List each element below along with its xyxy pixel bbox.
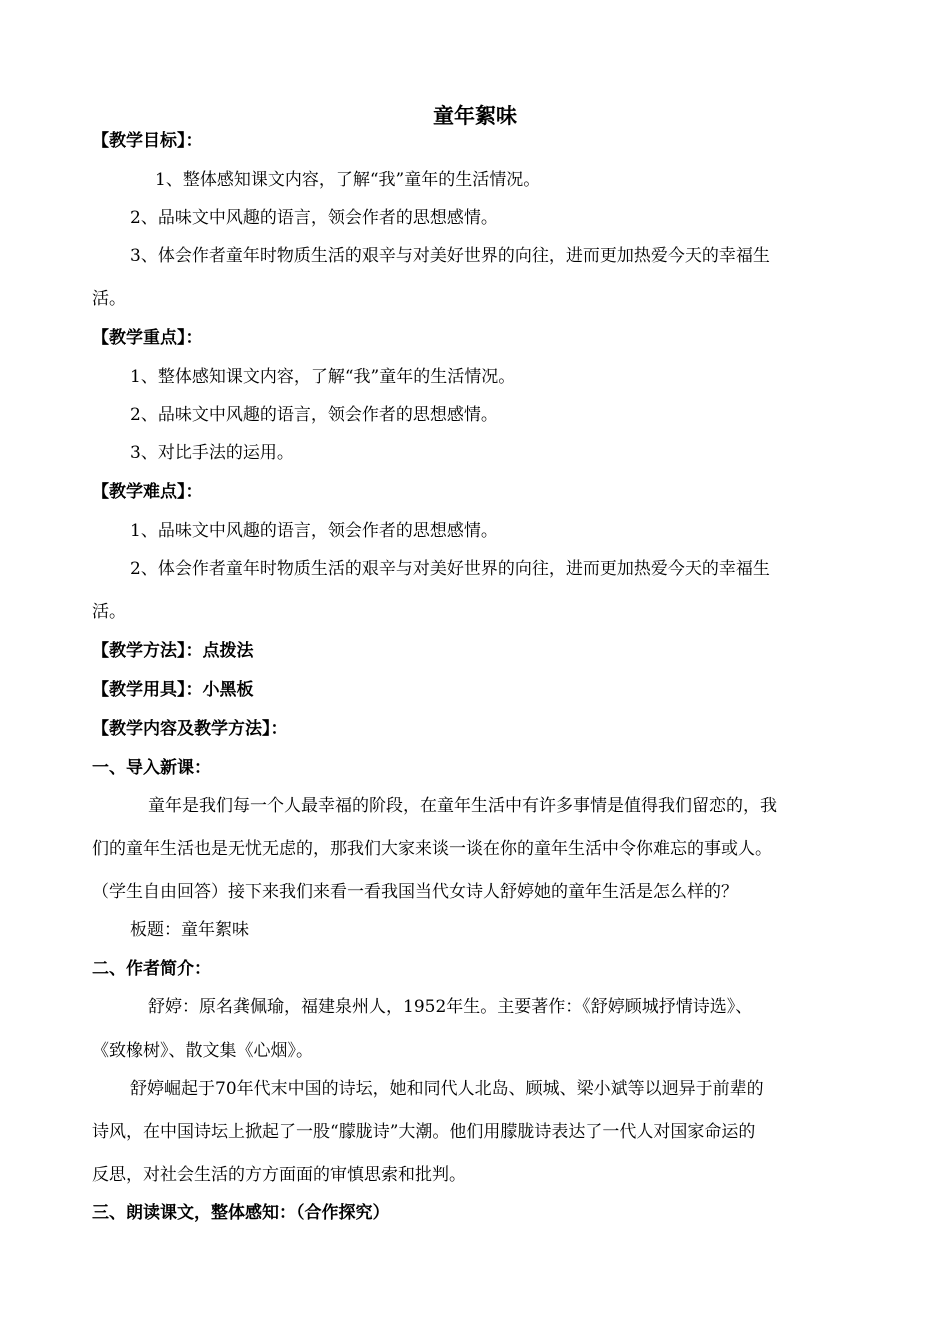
difficulty-item: 1、品味文中风趣的语言，领会作者的思想感情。 bbox=[130, 521, 498, 541]
goal-item: 3、体会作者童年时物质生活的艰辛与对美好世界的向往，进而更加热爱今天的幸福生 bbox=[130, 246, 770, 266]
difficulty-item: 2、体会作者童年时物质生活的艰辛与对美好世界的向往，进而更加热爱今天的幸福生 bbox=[130, 559, 770, 579]
document-title: 童年絮味 bbox=[433, 104, 517, 128]
section1-paragraph-line: 们的童年生活也是无忧无虑的，那我们大家来谈一谈在你的童年生活中令你难忘的事或人。 bbox=[92, 839, 772, 859]
difficulty-item: 活。 bbox=[92, 602, 126, 622]
section2-paragraph-line: 诗风，在中国诗坛上掀起了一股“朦胧诗”大潮。他们用朦胧诗表达了一代人对国家命运的 bbox=[92, 1122, 756, 1142]
section2-heading: 二、作者简介： bbox=[92, 959, 211, 979]
keypoint-item: 3、对比手法的运用。 bbox=[130, 443, 294, 463]
content-heading: 【教学内容及教学方法】： bbox=[92, 719, 288, 739]
section1-heading: 一、导入新课： bbox=[92, 758, 211, 778]
keypoint-item: 2、品味文中风趣的语言，领会作者的思想感情。 bbox=[130, 405, 498, 425]
section1-board-title: 板题：童年絮味 bbox=[130, 920, 249, 940]
keypoint-item: 1、整体感知课文内容，了解“我”童年的生活情况。 bbox=[130, 367, 516, 387]
section2-paragraph-line: 《致橡树》、散文集《心烟》。 bbox=[92, 1041, 313, 1061]
goal-item: 活。 bbox=[92, 289, 126, 309]
method-line: 【教学方法】：点拨法 bbox=[92, 641, 254, 661]
section2-paragraph-line: 反思，对社会生活的方方面面的审慎思索和批判。 bbox=[92, 1165, 466, 1185]
tools-line: 【教学用具】：小黑板 bbox=[92, 680, 254, 700]
section2-paragraph-line: 舒婷：原名龚佩瑜，福建泉州人，1952年生。主要著作：《舒婷顾城抒情诗选》、 bbox=[148, 997, 753, 1017]
goal-item: 2、品味文中风趣的语言，领会作者的思想感情。 bbox=[130, 208, 498, 228]
section1-paragraph-line: 童年是我们每一个人最幸福的阶段，在童年生活中有许多事情是值得我们留恋的，我 bbox=[148, 796, 777, 816]
section1-paragraph-line: （学生自由回答）接下来我们来看一看我国当代女诗人舒婷她的童年生活是怎么样的？ bbox=[92, 882, 738, 902]
goal-item: 1、整体感知课文内容，了解“我”童年的生活情况。 bbox=[155, 170, 541, 190]
keypoints-heading: 【教学重点】： bbox=[92, 328, 203, 348]
section3-heading: 三、朗读课文，整体感知：（合作探究） bbox=[92, 1203, 390, 1223]
difficulties-heading: 【教学难点】： bbox=[92, 482, 203, 502]
goals-heading: 【教学目标】： bbox=[92, 131, 203, 151]
section2-paragraph-line: 舒婷崛起于70年代末中国的诗坛，她和同代人北岛、顾城、梁小斌等以迥异于前辈的 bbox=[130, 1079, 764, 1099]
